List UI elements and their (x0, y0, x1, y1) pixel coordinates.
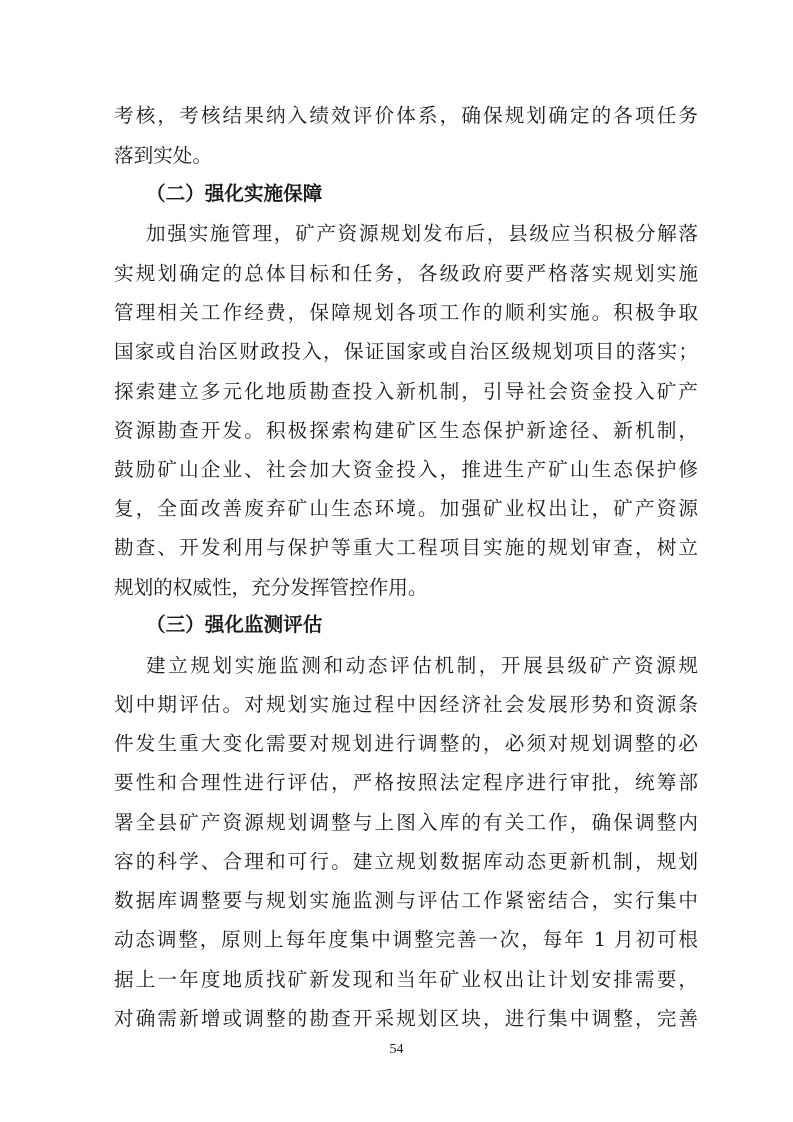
section-2-line-9: 勘查、开发利用与保护等重大工程项目实施的规划审查，树立 (114, 536, 698, 559)
section-3-line-6: 容的科学、合理和可行。建立规划数据库动态更新机制，规划 (114, 850, 698, 873)
intro-line-1: 考核，考核结果纳入绩效评价体系，确保规划确定的各项任务 (114, 104, 698, 127)
section-2-line-5: 探索建立多元化地质勘查投入新机制，引导社会资金投入矿产 (114, 380, 698, 403)
section-3-line-1: 建立规划实施监测和动态评估机制，开展县级矿产资源规 (146, 654, 698, 677)
section-3-line-9: 据上一年度地质找矿新发现和当年矿业权出让计划安排需要， (114, 968, 698, 991)
section-2-line-8: 复，全面改善废弃矿山生态环境。加强矿业权出让，矿产资源 (114, 497, 698, 520)
section-3-line-3: 件发生重大变化需要对规划进行调整的，必须对规划调整的必 (114, 732, 698, 755)
section-3-line-5: 署全县矿产资源规划调整与上图入库的有关工作，确保调整内 (114, 811, 698, 834)
page-number: 54 (389, 1042, 404, 1057)
section-2-line-6: 资源勘查开发。积极探索构建矿区生态保护新途径、新机制， (114, 419, 698, 442)
section-2-line-1: 加强实施管理，矿产资源规划发布后，县级应当积极分解落 (146, 222, 698, 245)
section-3-line-10: 对确需新增或调整的勘查开采规划区块，进行集中调整，完善 (114, 1007, 698, 1030)
section-3-line-4: 要性和合理性进行评估，严格按照法定程序进行审批，统筹部 (114, 771, 698, 794)
section-3-line-2: 划中期评估。对规划实施过程中因经济社会发展形势和资源条 (114, 693, 698, 716)
section-3-heading: （三）强化监测评估 (146, 613, 323, 636)
section-2-line-4: 国家或自治区财政投入，保证国家或自治区级规划项目的落实； (114, 340, 698, 363)
section-2-heading: （二）强化实施保障 (146, 182, 323, 205)
section-2-line-10: 规划的权威性，充分发挥管控作用。 (114, 576, 428, 599)
intro-line-2: 落到实处。 (114, 144, 212, 167)
section-3-line-8: 动态调整，原则上每年度集中调整完善一次，每年 1 月初可根 (114, 928, 698, 951)
section-2-line-2: 实规划确定的总体目标和任务，各级政府要严格落实规划实施 (114, 262, 698, 285)
section-3-line-7: 数据库调整要与规划实施监测与评估工作紧密结合，实行集中 (114, 889, 698, 912)
section-2-line-3: 管理相关工作经费，保障规划各项工作的顺利实施。积极争取 (114, 301, 698, 324)
section-2-line-7: 鼓励矿山企业、社会加大资金投入，推进生产矿山生态保护修 (114, 458, 698, 481)
